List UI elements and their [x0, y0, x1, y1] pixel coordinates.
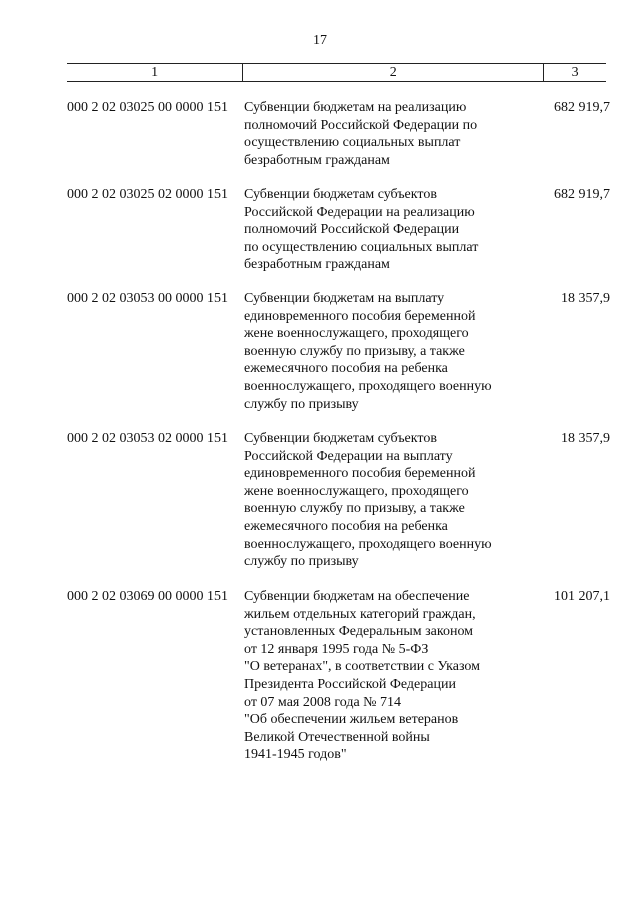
description-line: единовременного пособия беременной	[244, 308, 476, 324]
description-line: Субвенции бюджетам на обеспечение	[244, 589, 470, 604]
table-row	[67, 290, 610, 413]
row-description	[244, 588, 531, 764]
budget-code: 000 2 02 03025 00 0000 151	[67, 100, 228, 115]
description-line: жильем отдельных категорий граждан,	[244, 606, 476, 622]
row-amount: 682 919,7	[554, 100, 610, 115]
row-amount: 682 919,7	[554, 187, 610, 202]
column-header-3: 3	[544, 64, 606, 82]
row-amount: 101 207,1	[554, 589, 610, 604]
column-header-1: 1	[67, 64, 243, 82]
description-line: осуществлению социальных выплат	[244, 135, 461, 151]
description-line: военнослужащего, проходящего военную	[244, 536, 492, 552]
description-line: безработным гражданам	[244, 257, 390, 273]
table-row	[67, 588, 610, 764]
description-line: полномочий Российской Федерации по	[244, 117, 478, 133]
description-line: от 12 января 1995 года № 5-ФЗ	[244, 641, 429, 657]
description-line: 1941-1945 годов"	[244, 747, 347, 763]
budget-code: 000 2 02 03053 00 0000 151	[67, 291, 228, 306]
description-line: полномочий Российской Федерации	[244, 222, 460, 238]
description-line: Российской Федерации на выплату	[244, 448, 453, 464]
description-line: от 07 мая 2008 года № 714	[244, 694, 402, 710]
row-description	[244, 290, 531, 413]
description-line: Российской Федерации на реализацию	[244, 204, 475, 220]
page-number: 17	[313, 33, 327, 48]
column-header-2: 2	[243, 64, 544, 82]
description-line: Субвенции бюджетам на реализацию	[244, 100, 467, 115]
description-line: ежемесячного пособия на ребенка	[244, 361, 448, 377]
description-line: Субвенции бюджетам субъектов	[244, 187, 437, 202]
description-line: жене военнослужащего, проходящего	[244, 326, 469, 342]
table-row	[67, 430, 610, 571]
description-line: по осуществлению социальных выплат	[244, 239, 479, 255]
table-row	[67, 186, 610, 274]
row-description	[244, 186, 531, 274]
budget-code: 000 2 02 03053 02 0000 151	[67, 431, 228, 446]
description-line: службу по призыву	[244, 396, 359, 412]
description-line: единовременного пособия беременной	[244, 466, 476, 482]
description-line: военную службу по призыву, а также	[244, 343, 465, 359]
description-line: "Об обеспечении жильем ветеранов	[244, 712, 459, 728]
description-line: военную службу по призыву, а также	[244, 501, 465, 517]
row-description	[244, 430, 531, 571]
description-line: установленных Федеральным законом	[244, 624, 474, 640]
description-line: службу по призыву	[244, 554, 359, 570]
table-row	[67, 99, 610, 169]
description-line: военнослужащего, проходящего военную	[244, 378, 492, 394]
budget-code: 000 2 02 03025 02 0000 151	[67, 187, 228, 202]
description-line: ежемесячного пособия на ребенка	[244, 518, 448, 534]
description-line: безработным гражданам	[244, 152, 390, 168]
budget-code: 000 2 02 03069 00 0000 151	[67, 589, 228, 604]
row-amount: 18 357,9	[561, 431, 610, 446]
description-line: Президента Российской Федерации	[244, 676, 456, 692]
description-line: Субвенции бюджетам субъектов	[244, 431, 437, 446]
column-header-row	[67, 64, 606, 82]
description-line: Великой Отечественной войны	[244, 729, 430, 745]
column-header-table	[67, 63, 606, 82]
description-line: "О ветеранах", в соответствии с Указом	[244, 659, 480, 675]
row-amount: 18 357,9	[561, 291, 610, 306]
description-line: жене военнослужащего, проходящего	[244, 483, 469, 499]
row-description	[244, 99, 531, 169]
description-line: Субвенции бюджетам на выплату	[244, 291, 445, 306]
